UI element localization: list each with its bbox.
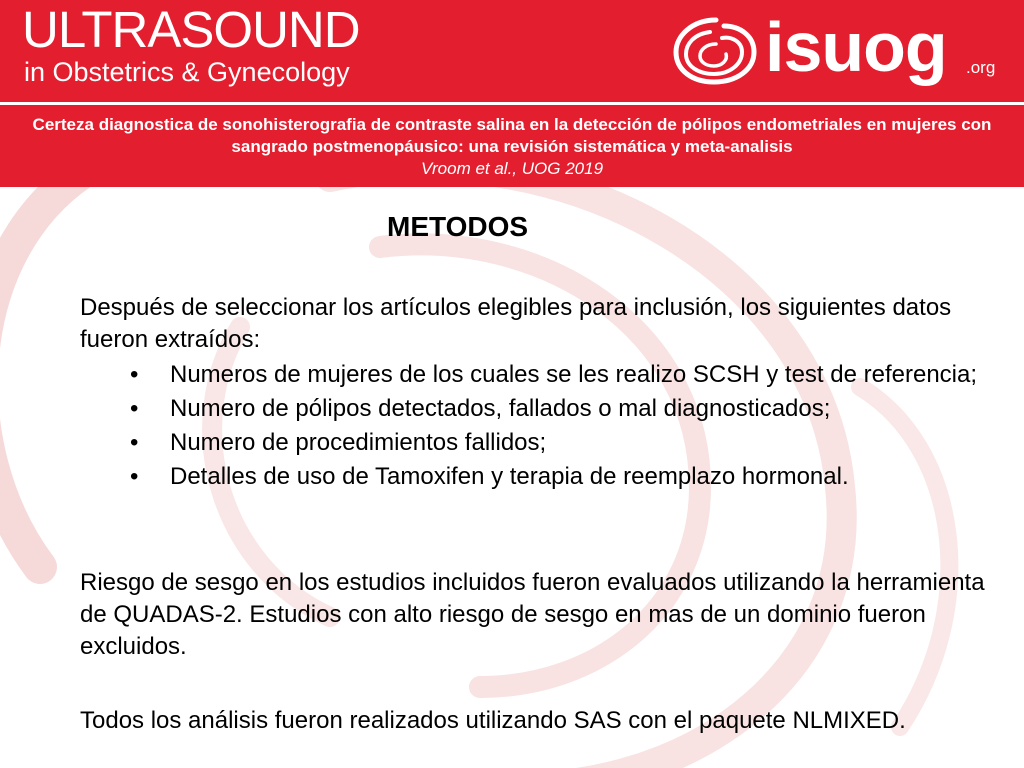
article-title: Certeza diagnostica de sonohisterografia de contraste salina en la detección de pólipos endometriales en mujeres con sangrado postmenopáusico: una revisión sistemática y meta-analisis xyxy=(32,115,992,156)
list-item-text: Numero de pólipos detectados, fallados o mal diagnosticados; xyxy=(170,395,831,422)
slide-content xyxy=(0,187,1024,768)
isuog-logo-suffix: .org xyxy=(966,58,996,77)
intro-paragraph: Después de seleccionar los artículos elegibles para inclusión, los siguientes datos fueron extraídos: xyxy=(80,294,952,353)
list-item-text: Numeros de mujeres de los cuales se les realizo SCSH y test de referencia; xyxy=(170,361,978,388)
article-citation: Vroom et al., UOG 2019 xyxy=(420,159,604,178)
journal-subtitle: in Obstetrics & Gynecology xyxy=(24,57,350,87)
bullet-icon: • xyxy=(130,361,139,388)
journal-title: ULTRASOUND xyxy=(22,1,360,58)
section-heading: METODOS xyxy=(387,211,529,242)
list-item-text: Detalles de uso de Tamoxifen y terapia de reemplazo hormonal. xyxy=(170,463,849,490)
article-banner xyxy=(0,105,1024,187)
isuog-logo xyxy=(670,8,1010,94)
list-item xyxy=(80,427,1000,459)
isuog-logo-text: isuog xyxy=(765,8,947,86)
bullet-icon: • xyxy=(130,429,139,456)
list-item-text: Numero de procedimientos fallidos; xyxy=(170,429,547,456)
risk-paragraph: Riesgo de sesgo en los estudios incluidos fueron evaluados utilizando la herramienta de QUADAS-2. Estudios con alto riesgo de sesgo en mas de un dominio fueron excluidos. xyxy=(80,569,985,660)
bullet-list xyxy=(80,359,1000,495)
list-item xyxy=(80,359,1000,391)
analysis-paragraph: Todos los análisis fueron realizados utilizando SAS con el paquete NLMIXED. xyxy=(80,707,906,734)
header-bar xyxy=(0,0,1024,102)
bullet-icon: • xyxy=(130,395,139,422)
list-item xyxy=(80,393,1000,425)
bullet-icon: • xyxy=(130,463,139,490)
list-item xyxy=(80,461,1000,493)
isuog-spiral-icon xyxy=(670,14,762,86)
